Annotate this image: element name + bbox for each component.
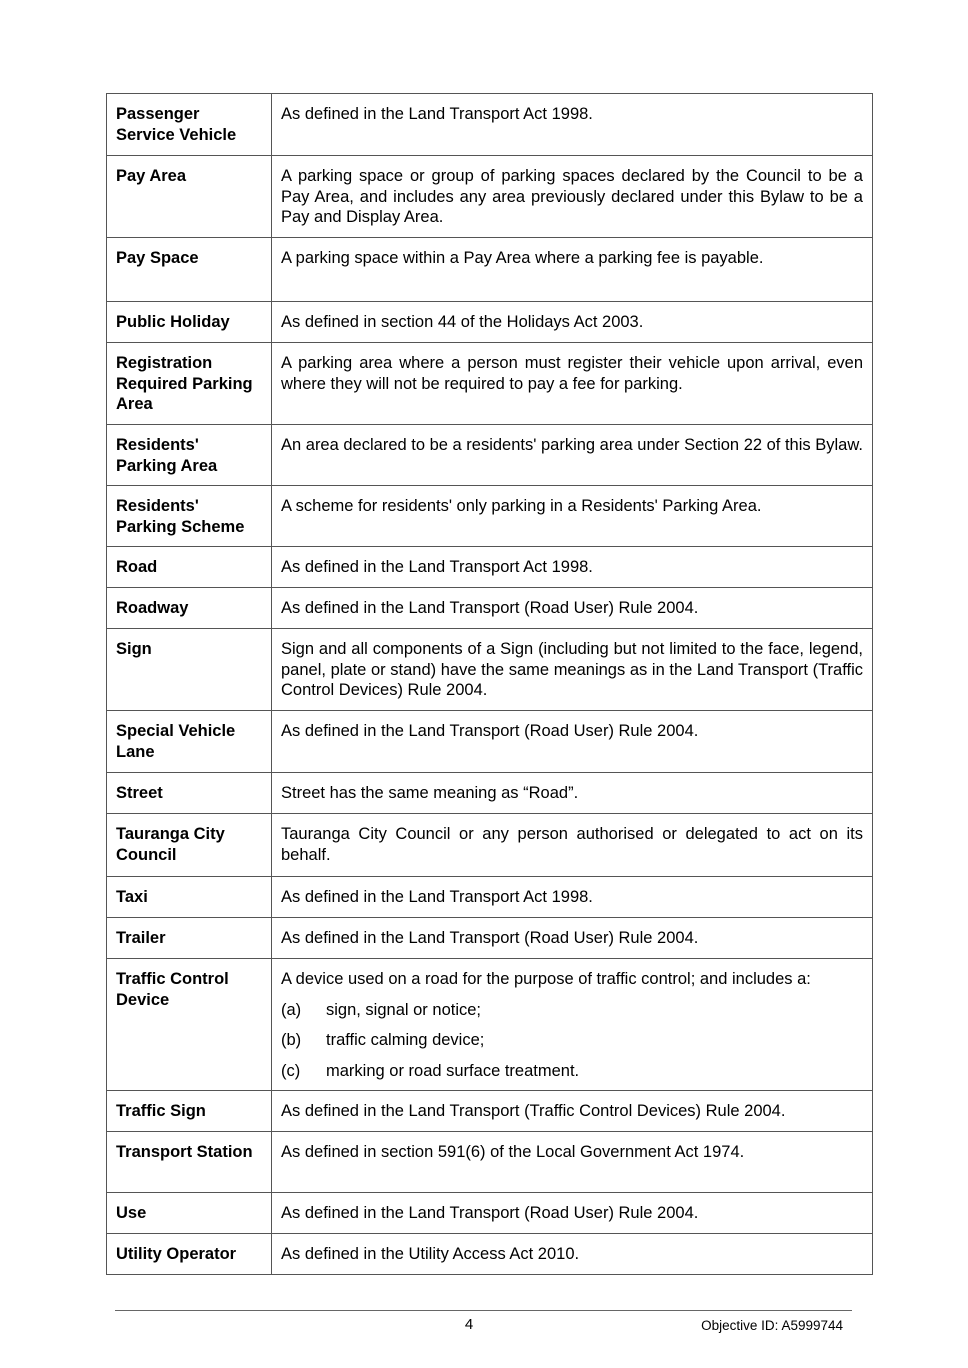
term-cell: Street [107,773,272,814]
term-cell: Traffic Control Device [107,959,272,1091]
term-cell: Pay Area [107,156,272,238]
definition-text: A device used on a road for the purpose of traffic control; and includes a: [281,970,811,988]
table-row [107,629,873,711]
definition-cell: A parking space within a Pay Area where a parking fee is payable. [272,238,873,302]
table-row [107,1091,873,1132]
table-row [107,343,873,425]
table-row [107,1132,873,1193]
definition-cell: As defined in the Land Transport (Road User) Rule 2004. [272,1193,873,1234]
term-cell: Road [107,547,272,588]
term-cell: Tauranga City Council [107,814,272,877]
list-item [281,1061,863,1082]
table-row [107,94,873,156]
definition-cell: As defined in the Land Transport Act 1998. [272,94,873,156]
table-row [107,814,873,877]
term-cell: Passenger Service Vehicle [107,94,272,156]
definition-cell: As defined in section 44 of the Holidays Act 2003. [272,302,873,343]
table-row [107,877,873,918]
list-item-text: traffic calming device; [326,1031,485,1049]
table-row [107,711,873,773]
objective-id: Objective ID: A5999744 [701,1318,843,1333]
list-item-text: sign, signal or notice; [326,1000,482,1019]
definition-cell: As defined in the Land Transport (Road User) Rule 2004. [272,588,873,629]
term-cell: Transport Station [107,1132,272,1193]
table-row [107,486,873,547]
term-cell: Pay Space [107,238,272,302]
list-marker: (a) [281,1000,302,1019]
list-item-text: marking or road surface treatment. [326,1061,580,1080]
term-cell: Utility Operator [107,1234,272,1275]
term-cell: Registration Required Parking Area [107,343,272,425]
definition-cell: As defined in the Land Transport (Road User) Rule 2004. [272,711,873,773]
table-row [107,918,873,959]
table-row [107,1234,873,1275]
definition-cell: A scheme for residents' only parking in a Residents' Parking Area. [272,486,873,547]
definition-cell: Sign and all components of a Sign (including but not limited to the face, legend, panel, plate or stand) have the same meanings as in the Land Transport (Traffic Control Devices) Rule 2004. [272,629,873,711]
definition-cell: As defined in the Land Transport (Road User) Rule 2004. [272,918,873,959]
definition-cell: As defined in section 591(6) of the Local Government Act 1974. [272,1132,873,1193]
term-cell: Public Holiday [107,302,272,343]
list-item [281,1000,863,1021]
table-row [107,773,873,814]
term-cell: Roadway [107,588,272,629]
table-row [107,547,873,588]
list-marker: (b) [281,1031,302,1049]
definition-cell: As defined in the Utility Access Act 2010. [272,1234,873,1275]
table-row [107,1193,873,1234]
table-row [107,588,873,629]
definitions-table [106,93,873,1275]
term-cell: Traffic Sign [107,1091,272,1132]
term-cell: Residents' Parking Scheme [107,486,272,547]
page-number: 4 [464,1316,474,1333]
definition-sublist [281,1000,863,1082]
table-row [107,959,873,1091]
term-cell: Taxi [107,877,272,918]
term-cell: Sign [107,629,272,711]
definition-cell: As defined in the Land Transport Act 1998. [272,547,873,588]
list-item [281,1030,863,1051]
table-row [107,156,873,238]
term-cell: Use [107,1193,272,1234]
table-row [107,302,873,343]
definition-cell: Street has the same meaning as “Road”. [272,773,873,814]
definition-cell: As defined in the Land Transport (Traffic Control Devices) Rule 2004. [272,1091,873,1132]
term-cell: Trailer [107,918,272,959]
definition-cell: Tauranga City Council or any person authorised or delegated to act on its behalf. [272,814,873,877]
footer-divider [115,1310,852,1311]
term-cell: Residents' Parking Area [107,425,272,486]
definition-cell: An area declared to be a residents' parking area under Section 22 of this Bylaw. [272,425,873,486]
definition-cell [272,959,873,1091]
term-cell: Special Vehicle Lane [107,711,272,773]
definition-cell: A parking space or group of parking spaces declared by the Council to be a Pay Area, and includes any area previously declared under this Bylaw to be a Pay and Display Area. [272,156,873,238]
definition-cell: As defined in the Land Transport Act 1998. [272,877,873,918]
table-row [107,238,873,302]
table-row [107,425,873,486]
definition-cell: A parking area where a person must register their vehicle upon arrival, even where they will not be required to pay a fee for parking. [272,343,873,425]
list-marker: (c) [281,1061,301,1080]
